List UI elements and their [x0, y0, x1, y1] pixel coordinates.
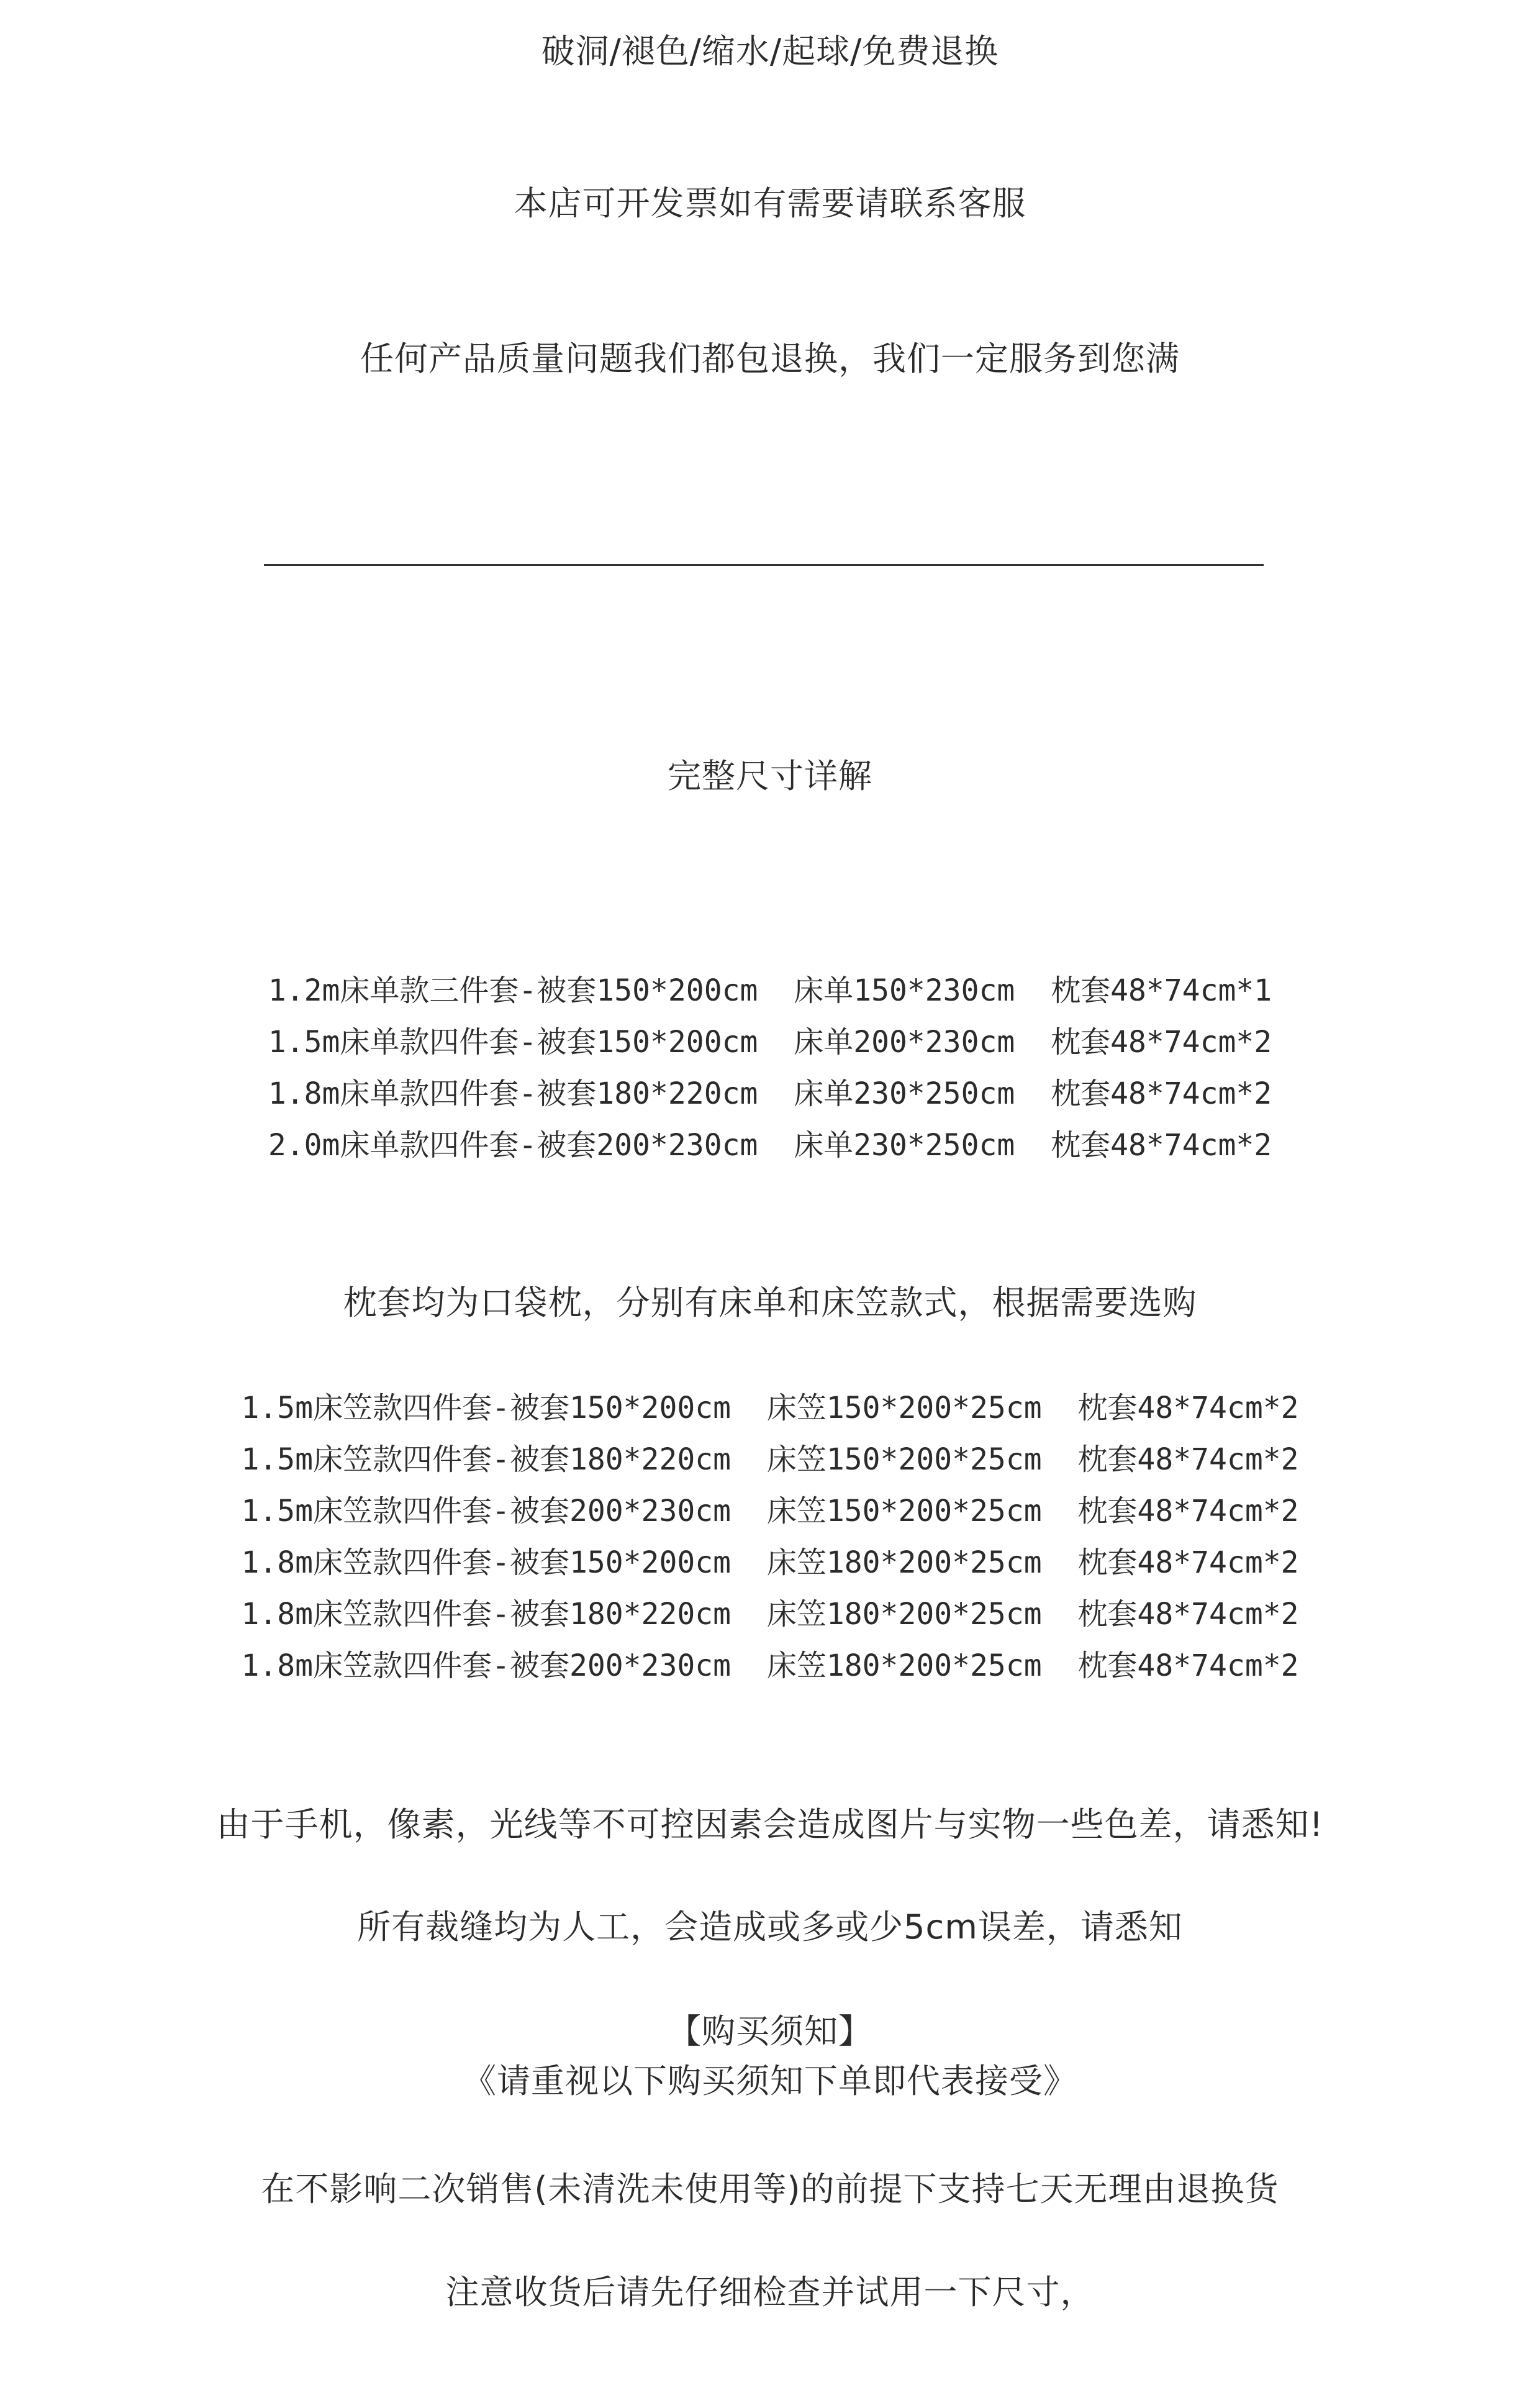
fitted-sheet-row: 1.5m床笠款四件套-被套200*230cm 床笠150*200*25cm 枕套48*74cm*2: [241, 1494, 1299, 1529]
header-line-3: 任何产品质量问题我们都包退换，我们一定服务到您满: [360, 339, 1180, 378]
flat-sheet-row: 1.2m床单款三件套-被套150*200cm 床单150*230cm 枕套48*74cm*1: [268, 973, 1272, 1008]
pillow-note: 枕套均为口袋枕，分别有床单和床笠款式，根据需要选购: [343, 1283, 1197, 1322]
fitted-sheet-row: 1.8m床笠款四件套-被套200*230cm 床笠180*200*25cm 枕套48*74cm*2: [241, 1648, 1299, 1683]
header-line-2: 本店可开发票如有需要请联系客服: [514, 184, 1026, 223]
fitted-sheet-row: 1.8m床笠款四件套-被套150*200cm 床笠180*200*25cm 枕套48*74cm*2: [241, 1545, 1299, 1580]
section-divider: [264, 564, 1264, 566]
fitted-sheet-row: 1.5m床笠款四件套-被套150*200cm 床笠150*200*25cm 枕套48*74cm*2: [241, 1391, 1299, 1425]
return-policy: 在不影响二次销售(未清洗未使用等)的前提下支持七天无理由退换货: [261, 2169, 1279, 2209]
color-disclaimer: 由于手机，像素，光线等不可控因素会造成图片与实物一些色差，请悉知!: [216, 1805, 1324, 1844]
purchase-notice-subheading: 《请重视以下购买须知下单即代表接受》: [463, 2061, 1077, 2101]
flat-sheet-row: 1.5m床单款四件套-被套150*200cm 床单200*230cm 枕套48*74cm*2: [268, 1025, 1272, 1060]
fitted-sheet-row: 1.8m床笠款四件套-被套180*220cm 床笠180*200*25cm 枕套48*74cm*2: [241, 1597, 1299, 1632]
purchase-notice-heading: 【购买须知】: [668, 2012, 872, 2051]
flat-sheet-row: 1.8m床单款四件套-被套180*220cm 床单230*250cm 枕套48*74cm*2: [268, 1076, 1272, 1111]
size-section-title: 完整尺寸详解: [668, 756, 872, 796]
fitted-sheet-row: 1.5m床笠款四件套-被套180*220cm 床笠150*200*25cm 枕套48*74cm*2: [241, 1442, 1299, 1477]
header-line-1: 破洞/褪色/缩水/起球/免费退换: [541, 32, 999, 71]
inspect-note: 注意收货后请先仔细检查并试用一下尺寸，: [445, 2273, 1095, 2312]
sewing-disclaimer: 所有裁缝均为人工，会造成或多或少5cm误差，请悉知: [357, 1907, 1183, 1947]
flat-sheet-row: 2.0m床单款四件套-被套200*230cm 床单230*250cm 枕套48*74cm*2: [268, 1128, 1272, 1163]
